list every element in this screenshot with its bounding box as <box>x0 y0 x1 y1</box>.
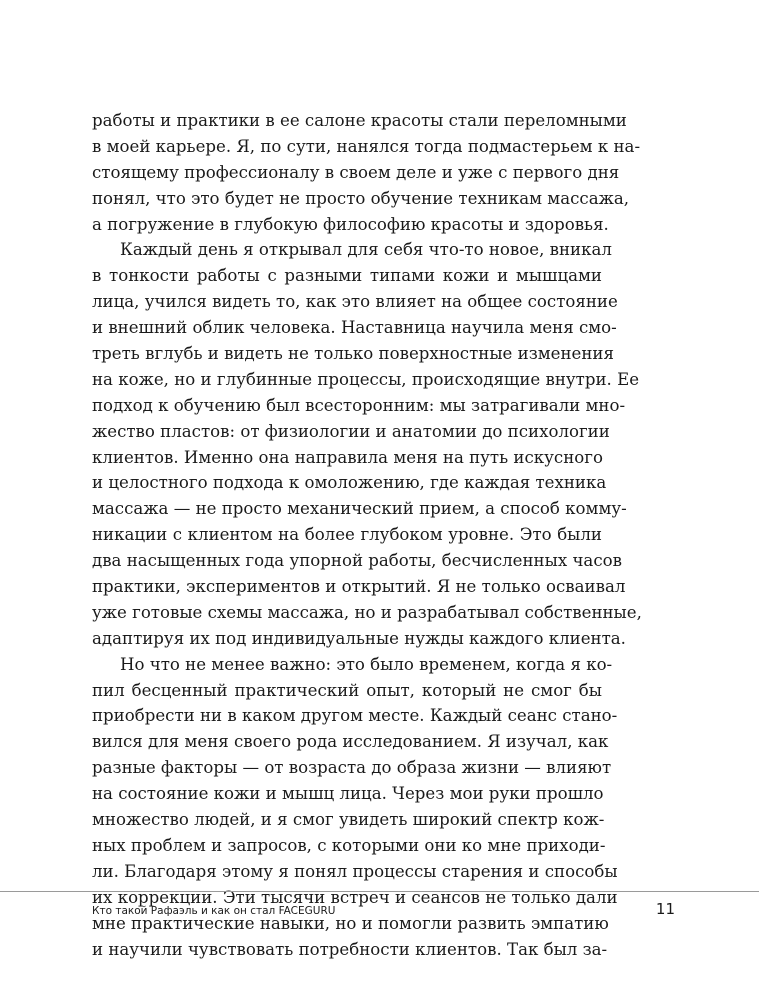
text-line: работы и практики в ее салоне красоты стали переломными <box>92 111 627 130</box>
text-line: лица, учился видеть то, как это влияет на общее состояние <box>92 292 618 312</box>
text-line: уже готовые схемы массажа, но и разрабатывал собственные, <box>92 602 642 622</box>
text-line: и внешний облик человека. Наставница научила меня смо- <box>92 318 617 338</box>
text-line: адаптируя их под индивидуальные нужды каждого клиента. <box>92 628 626 648</box>
text-line: массажа — не просто механический прием, а способ комму- <box>92 499 627 519</box>
text-line: на коже, но и глубинные процессы, происходящие внутри. Ее <box>92 369 640 389</box>
text-line: разные факторы — от возраста до образа жизни — влияют <box>92 758 612 778</box>
text-line: мне практические навыки, но и помогли развить эмпатию <box>92 913 609 933</box>
text-line: жество пластов: от физиологии и анатомии до психологии <box>92 421 610 441</box>
text-line: ли. Благодаря этому я понял процессы старения и способы <box>92 861 618 881</box>
text-line: вился для меня своего рода исследованием. Я изучал, как <box>92 732 609 752</box>
text-line: ных проблем и запросов, с которыми они ко мне приходи- <box>92 835 606 855</box>
running-title: Кто такой Рафаэль и как он стал FACEGURU <box>92 905 336 917</box>
text-line: в моей карьере. Я, по сути, нанялся тогда подмастерьем к на- <box>92 136 641 156</box>
paragraph-first-line: Но что не менее важно: это было временем, когда я ко- <box>120 654 613 674</box>
text-line: два насыщенных года упорной работы, бесчисленных часов <box>92 551 622 571</box>
text-line: практики, экспериментов и открытий. Я не только осваивал <box>92 577 626 597</box>
text-line: клиентов. Именно она направила меня на путь искусного <box>92 447 603 467</box>
text-line: пил бесценный практический опыт, который не смог бы <box>92 680 602 700</box>
text-line: подход к обучению был всесторонним: мы затрагивали мно- <box>92 395 626 415</box>
text-line: на состояние кожи и мышц лица. Через мои руки прошло <box>92 784 604 804</box>
text-line: множество людей, и я смог увидеть широкий спектр кож- <box>92 810 605 830</box>
text-line: приобрести ни в каком другом месте. Каждый сеанс стано- <box>92 706 618 726</box>
page-number: 11 <box>655 900 675 918</box>
body-text <box>92 108 642 962</box>
text-line: их коррекции. Эти тысячи встреч и сеансов не только дали <box>92 887 618 907</box>
text-line: и целостного подхода к омоложению, где каждая техника <box>92 473 607 493</box>
text-line: и научили чувствовать потребности клиентов. Так был за- <box>92 939 608 959</box>
text-line: понял, что это будет не просто обучение техникам массажа, <box>92 188 630 208</box>
text-line: а погружение в глубокую философию красоты и здоровья. <box>92 214 609 234</box>
footer-divider <box>0 891 759 892</box>
paragraph-first-line: Каждый день я открывал для себя что-то новое, вникал <box>120 240 612 260</box>
text-line: стоящему профессионалу в своем деле и уже с первого дня <box>92 162 620 182</box>
text-line: в тонкости работы с разными типами кожи и мышцами <box>92 266 602 286</box>
text-line: никации с клиентом на более глубоком уровне. Это были <box>92 525 602 545</box>
text-line: треть вглубь и видеть не только поверхностные изменения <box>92 344 614 364</box>
